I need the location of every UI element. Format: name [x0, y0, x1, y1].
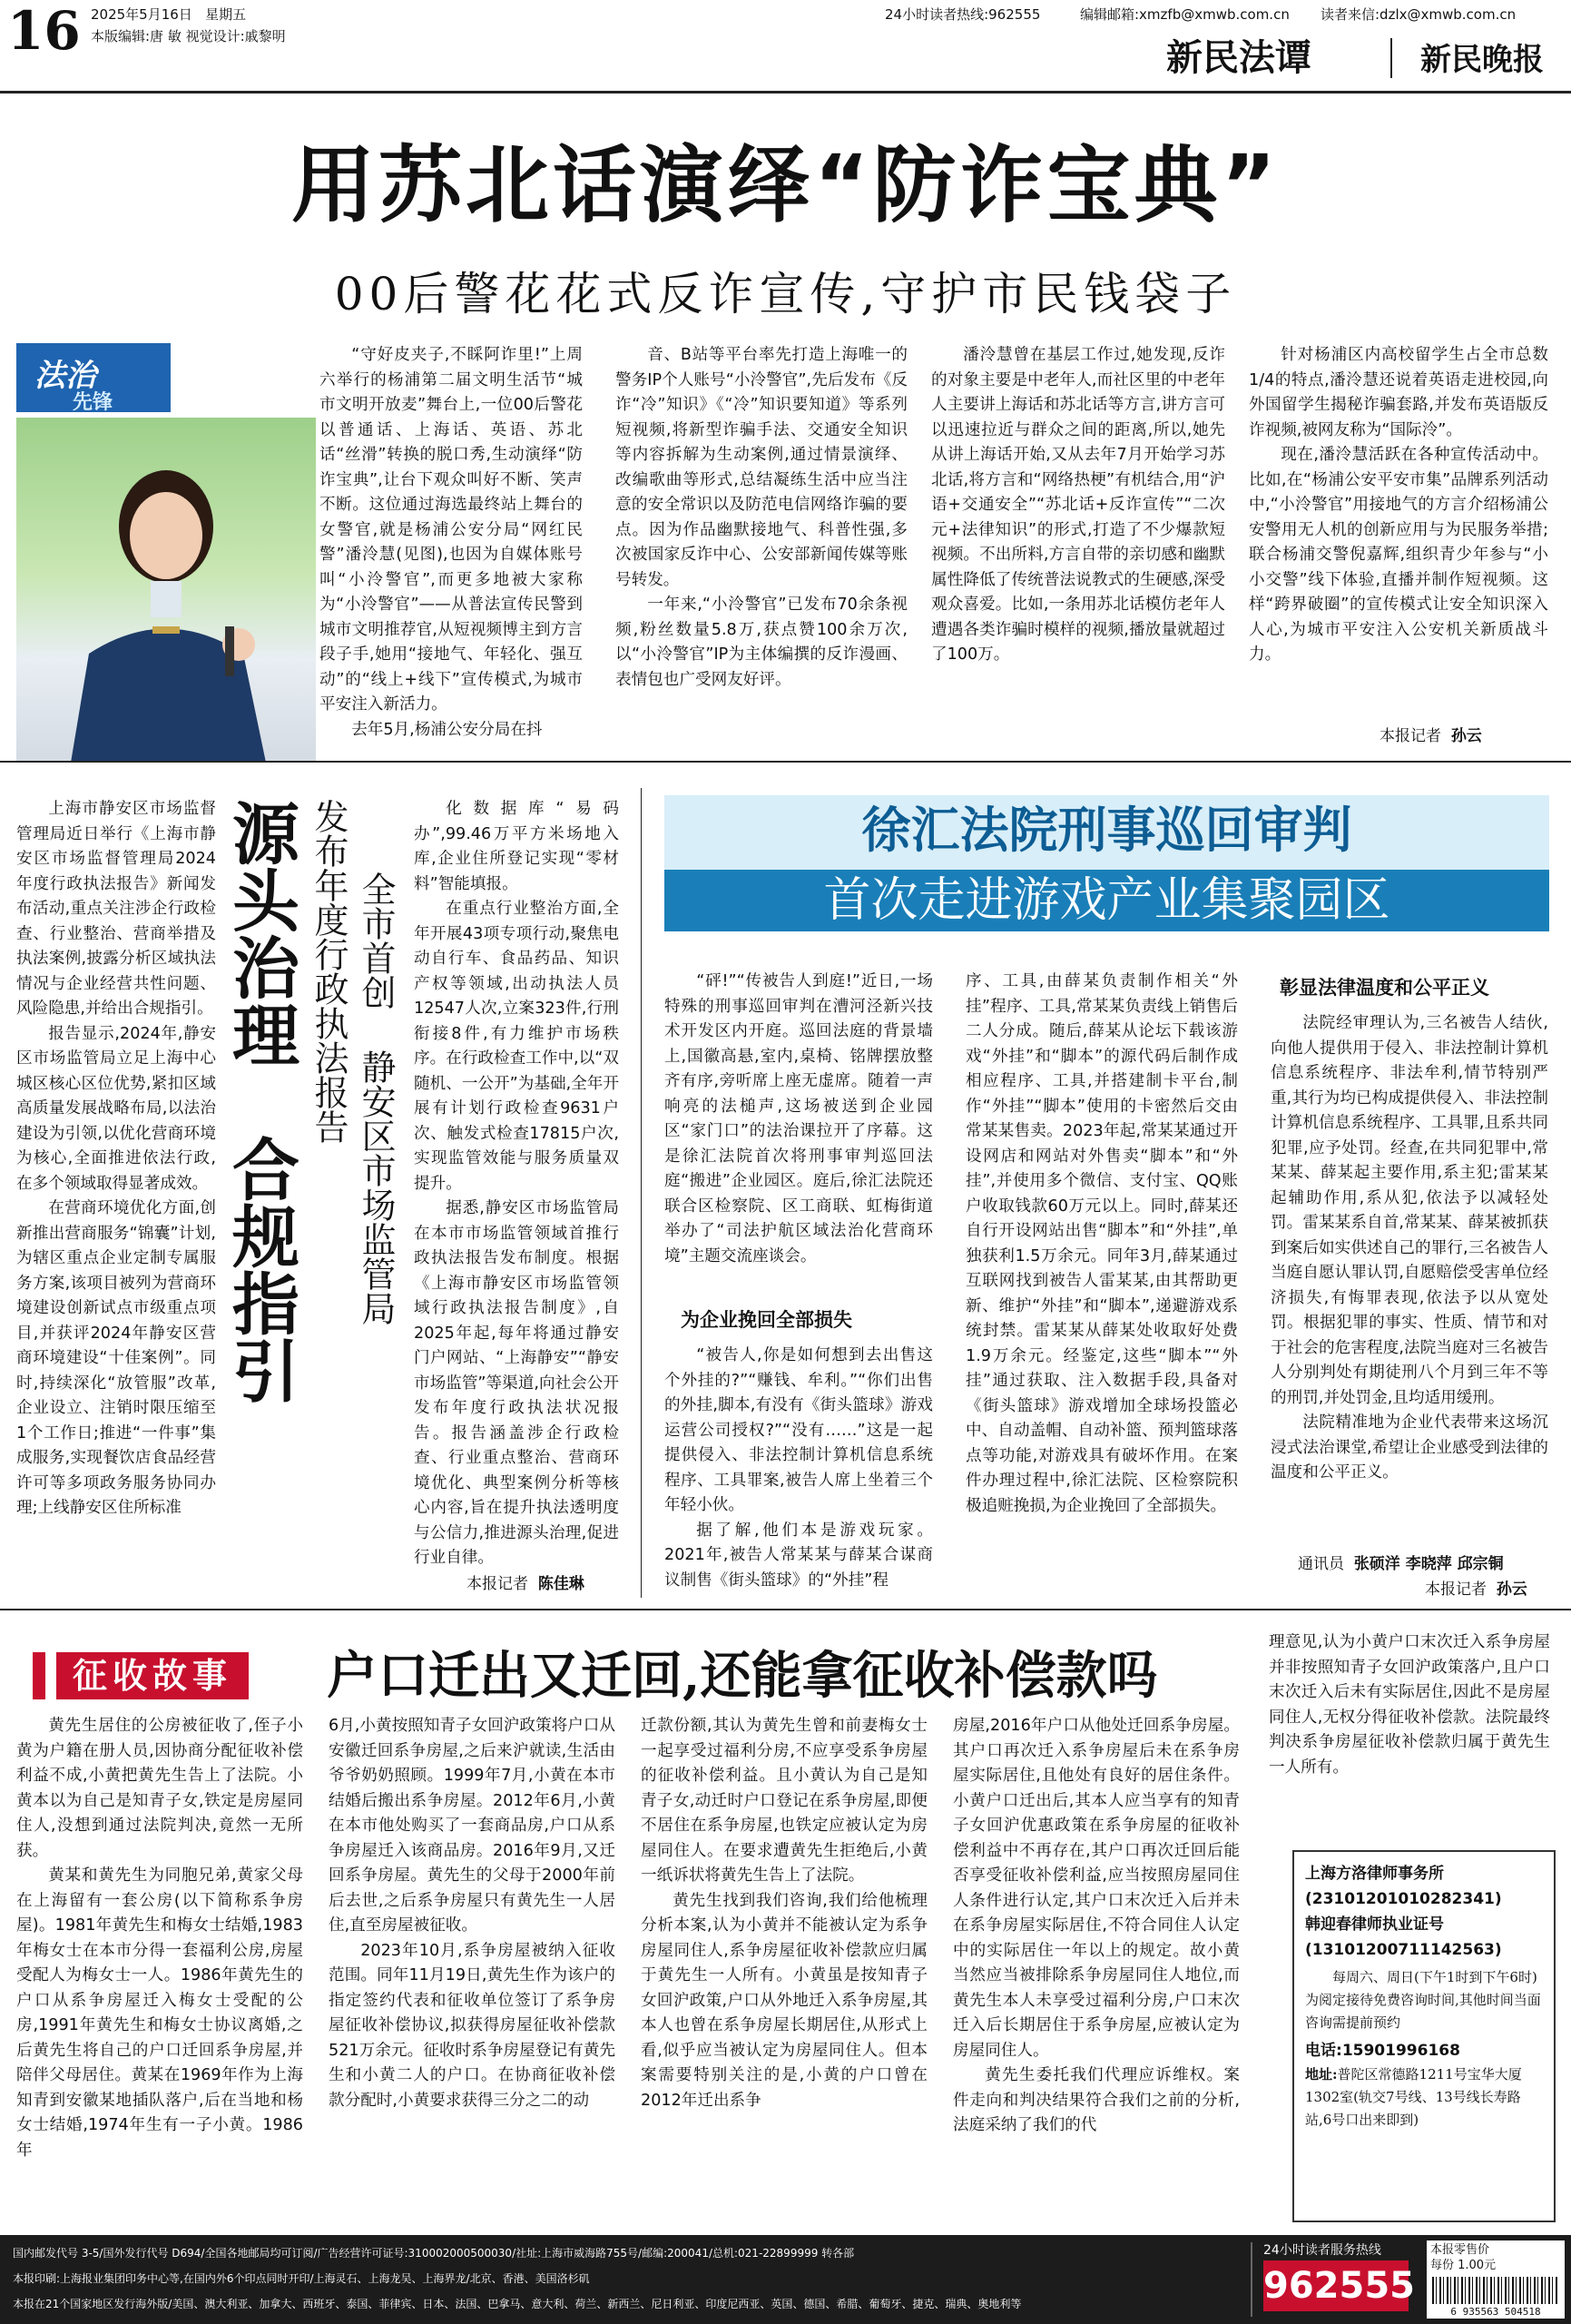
footer-hotline-label: 24小时读者服务热线 — [1263, 2243, 1381, 2258]
story3-byline-2: 本报记者 孙云 — [1425, 1581, 1527, 1599]
story3-headline-a: 徐汇法院刑事巡回审判 — [861, 801, 1352, 859]
paragraph: 现在,潘泠慧活跃在各种宣传活动中。比如,在“杨浦公安平安市集”品牌系列活动中,“小泠警官”用接地气的方言介绍杨浦公安警用无人机的创新应用与为民服务举措;联合杨浦交警倪嘉辉,组织青少年参与“小小交警”线下体验,直播并制作短视频。这样“跨界破圈”的宣传模式让安全知识深入人心,为城市平安注入公安机关新质战斗力。 — [1249, 446, 1548, 664]
story1-column-3 — [931, 343, 1225, 668]
paragraph: “守好皮夹子,不睬阿诈里!”上周六举行的杨浦第二届文明生活节“城市文明开放麦”舞台上,一位00后警花以普通话、上海话、英语、苏北话“丝滑”转换的脱口秀,生动演绎“防诈宝典”,让台下观众叫好不断、笑声不断。这位通过海选最终站上舞台的女警官,就是杨浦公安分局“网红民警”潘泠慧(见图),也因为自媒体账号叫“小泠警官”,而更多地被大家称为“小泠警官”——从普法宣传民警到城市文明推荐官,从短视频博主到方言段子手,她用“接地气、年轻化、强互动”的“线上+线下”宣传模式,为城市平安注入新活力。 — [319, 346, 583, 714]
story4-column-4 — [953, 1714, 1240, 2139]
paragraph: 在营商环境优化方面,创新推出营商服务“锦囊”计划,为辖区重点企业定制专属服务方案,该项目被列为营商环境建设创新试点市级重点项目,并获评2024年静安区营商环境建设“十佳案例”。同时,持续深化“放管服”改革,企业设立、注销时限压缩至1个工作日;推进“一件事”集成服务,实现餐饮店食品经营许可等多项政务服务协同办理;上线静安区住所标准 — [16, 1199, 216, 1517]
story4-column-5 — [1269, 1630, 1550, 1780]
paragraph: “被告人,你是如何想到去出售这个外挂的?”“赚钱、牟利。”“你们出售的外挂,脚本,有没有《街头篮球》游戏运营公司授权?”“没有……”这是一起提供侵入、非法控制计算机信息系统程序、工具罪案,被告人席上坐着三个年轻小伙。 — [664, 1346, 933, 1514]
story3-headline-b: 首次走进游戏产业集聚园区 — [664, 870, 1549, 931]
paragraph: 法院精准地为企业代表带来这场沉浸式法治课堂,希望让企业感受到法律的温度和公平正义。 — [1271, 1413, 1548, 1482]
ad-firm-code: (23101201010282341) — [1305, 1890, 1502, 1908]
paragraph: 音、B站等平台率先打造上海唯一的警务IP个人账号“小泠警官”,先后发布《反诈“冷”知识》《“冷”知识要知道》等系列短视频,将新型诈骗手法、交通安全知识等内容拆解为生动案例,通过情景演绎、改编歌曲等形式,总结凝练生活中应当注意的安全常识以及防范电信网络诈骗的要点。因为作品幽默接地气、科普性强,多次被国家反诈中心、公安部新闻传媒等账号转发。 — [615, 346, 908, 589]
ad-phone-label: 电话: — [1305, 2042, 1342, 2060]
paragraph: 6月,小黄按照知青子女回沪政策将户口从安徽迁回系争房屋,之后来沪就读,生活由爷爷奶奶照顾。1999年7月,小黄在本市结婚后搬出系争房屋。2012年6月,小黄在本市他处购买了一套商品房,户口从系争房屋迁入该商品房。2016年9月,又迁回系争房屋。黄先生的父母于2000年前后去世,之后系争房屋只有黄先生一人居住,直至房屋被征收。 — [329, 1717, 615, 1935]
paragraph: 针对杨浦区内高校留学生占全市总数1/4的特点,潘泠慧还说着英语走进校园,向外国留学生揭秘诈骗套路,并发布英语版反诈视频,被网友称为“国际泠”。 — [1249, 346, 1548, 439]
ad-firm: 上海方洛律师事务所 — [1305, 1865, 1444, 1883]
story2-column-1 — [16, 797, 216, 1521]
date: 2025年5月16日 — [91, 6, 192, 23]
officer-photo — [16, 418, 316, 763]
paragraph: 在重点行业整治方面,全年开展43项专项行动,聚焦电动自行车、食品药品、知识产权等领域,出动执法人员12547人次,立案323件,行刑衔接8件,有力维护市场秩序。在行政检查工作中,以“双随机、一公开”为基础,全年开展有计划行政检查9631户次、触发式检查17815户次,实现监管效能与服务质量双提升。 — [414, 900, 619, 1193]
barcode-number: 6 935563 504518 — [1450, 2306, 1541, 2318]
story2-column-2 — [414, 797, 619, 1571]
footer-line-2: 本报印刷:上海报业集团印务中心等,在国内外6个印点同时开印/上海灵石、上海龙吴、上海界龙/北京、香港、美国洛杉矶 — [13, 2272, 590, 2285]
paragraph: 去年5月,杨浦公安分局在抖 — [351, 720, 543, 739]
paragraph: 法院经审理认为,三名被告人结伙,向他人提供用于侵入、非法控制计算机信息系统程序、非法牟利,情节特别严重,其行为均已构成提供侵入、非法控制计算机信息系统程序、工具罪,且系共同犯罪,应予处罚。经查,在共同犯罪中,常某某、薛某起主要作用,系主犯;雷某某起辅助作用,系从犯,依法予以减轻处罚。雷某某系自首,常某某、薛某被抓获到案后如实供述自己的罪行,三名被告人当庭自愿认罪认罚,自愿赔偿受害单位经济损失,有悔罪表现,依法予以从宽处罚。根据犯罪的事实、性质、情节和对于社会的危害程度,法院当庭对三名被告人分别判处有期徒刑八个月到三年不等的刑罚,并处罚金,且均适用缓刑。 — [1271, 1014, 1548, 1407]
story1-subhead: 00后警花花式反诈宣传,守护市民钱袋子 — [334, 268, 1237, 320]
story1-byline: 本报记者 孙云 — [1380, 727, 1482, 745]
paragraph: 上海市静安区市场监督管理局近日举行《上海市静安区市场监督管理局2024年度行政执法报告》新闻发布活动,重点关注涉企行政检查、行业整治、营商举措及执法案例,披露分析区域执法情况与企业经营共性问题、风险隐患,并给出合规指引。 — [16, 800, 216, 1018]
column-logo-bottom: 先锋 — [73, 390, 113, 414]
ad-hours: 每周六、周日(下午1时到下午6时)为阅定接待免费咨询时间,其他时间当面咨询需提前预约 — [1305, 1969, 1541, 2031]
story3-byline-1: 通讯员 张硕洋 李晓萍 邱宗铜 — [1298, 1555, 1504, 1573]
officer-photo-icon — [16, 418, 316, 763]
reader-hotline: 24小时读者热线:962555 — [885, 6, 1041, 23]
story4-tag: 征收故事 — [56, 1652, 249, 1699]
ad-addr: 普陀区常德路1211号宝华大厦1302室(轨交7号线、13号线长寿路站,6号口出来即到) — [1305, 2066, 1522, 2128]
footer — [0, 2235, 1571, 2324]
footer-line-1: 国内邮发代号 3-5/国外发行代号 D694/全国各地邮局均可订阅/广告经营许可证号:310002000500030/社址:上海市威海路755号/邮编:200041/总机:021-22899999 转各部 — [13, 2247, 855, 2260]
story2-subhead-2: 全市首创 静安区市场监管局 — [356, 872, 396, 1325]
story1-headline: 用苏北话演绎“防诈宝典” — [291, 137, 1280, 234]
price: 每份 1.00元 — [1430, 2259, 1497, 2272]
footer-hotline: 962555 — [1263, 2260, 1409, 2311]
paragraph: 房屋,2016年户口从他处迁回系争房屋。其户口再次迁入系争房屋后未在系争房屋实际居住,且他处有良好的居住条件。小黄户口迁出后,其本人应当享有的知青子女回沪优惠政策在系争房屋的征收补偿利益中不再存在,其户口再次迁回后能否享受征收补偿利益,应当按照房屋同住人条件进行认定,其户口末次迁入后并未在系争房屋实际居住,不符合同住人认定中的实际居住一年以上的规定。故小黄当然应当被排除系争房屋同住人地位,而黄先生本人未享受过福利分房,户口末次迁入后长期居住于系争房屋,应被认定为房屋同住人。 — [953, 1717, 1240, 2060]
weekday: 星期五 — [205, 6, 247, 23]
story3-column-2 — [966, 970, 1238, 1519]
barcode-icon — [1432, 2277, 1559, 2304]
paragraph: 一年来,“小泠警官”已发布70余条视频,粉丝数量5.8万,获点赞100余万次,以“小泠警官”IP为主体编撰的反诈漫画、表情包也广受网友好评。 — [615, 596, 908, 689]
header-date-line — [91, 5, 246, 24]
ad-lawyer: 韩迎春律师执业证号 — [1305, 1915, 1444, 1934]
paragraph: 迁款份额,其认为黄先生曾和前妻梅女士一起享受过福利分房,不应享受系争房屋的征收补偿利益。且小黄认为自己是知青子女,动迁时户口登记在系争房屋,即便不居住在系争房屋,也铁定应被认定为房屋同住人。在要求遭黄先生拒绝后,小黄一纸诉状将黄先生告上了法院。 — [641, 1717, 928, 1885]
section-title: 新民法谭 — [1166, 36, 1311, 79]
story2-byline: 本报记者 陈佳琳 — [466, 1575, 584, 1593]
paragraph: 据了解,他们本是游戏玩家。2021年,被告人常某某与薛某合谋商议制售《街头篮球》的“外挂”程 — [664, 1521, 933, 1590]
story1-column-1 — [319, 343, 583, 743]
story2-subhead: 发布年度行政执法报告 — [309, 799, 349, 1144]
editors: 本版编辑:唐 敏 视觉设计:戚黎明 — [91, 28, 286, 44]
story4-headline: 户口迁出又迁回,还能拿征收补偿款吗 — [327, 1646, 1158, 1706]
story3-column-1 — [664, 970, 933, 1269]
footer-line-3: 本报在21个国家地区发行海外版/美国、澳大利亚、加拿大、西班牙、泰国、菲律宾、日本、法国、巴拿马、意大利、荷兰、新西兰、尼日利亚、印度尼西亚、英国、德国、希腊、葡萄牙、捷克、瑞典、奥地利等 — [13, 2298, 1022, 2310]
story1-column-4 — [1249, 343, 1548, 668]
editor-email: 编辑邮箱:xmzfb@xmwb.com.cn — [1080, 6, 1290, 23]
paragraph: 据悉,静安区市场监管局在本市市场监管领域首推行政执法报告发布制度。根据《上海市静安区市场监管领域行政执法报告制度》,自2025年起,每年将通过静安门户网站、“上海静安”“静安市场监管”等渠道,向社会公开发布年度行政执法状况报告。报告涵盖涉企行政检查、行业重点整治、营商环境优化、典型案例分析等核心内容,旨在提升执法透明度与公信力,推进源头治理,促进行业自律。 — [414, 1199, 619, 1567]
paragraph: 黄某和黄先生为同胞兄弟,黄家父母在上海留有一套公房(以下简称系争房屋)。1981年黄先生和梅女士结婚,1983年梅女士在本市分得一套福利公房,房屋受配人为梅女士一人。1986年黄先生的户口从系争房屋迁入梅女士受配的公房,1991年黄先生和梅女士协议离婚,之后黄先生将自己的户口迁回系争房屋,并陪伴父母居住。黄某在1969年作为上海知青到安徽某地插队落户,后在当地和杨女士结婚,1974年生有一子小黄。1986年 — [16, 1866, 303, 2160]
price-label: 本报零售价 — [1430, 2243, 1490, 2257]
story4-column-1 — [16, 1714, 303, 2163]
paragraph: 黄先生委托我们代理应诉维权。案件走向和判决结果符合我们之前的分析,法庭采纳了我们的代 — [953, 2066, 1240, 2134]
lawfirm-ad — [1292, 1850, 1556, 2222]
story4-column-2 — [329, 1714, 615, 2113]
story3-subhead-2: 彰显法律温度和公平正义 — [1280, 977, 1489, 999]
paragraph: 序、工具,由薛某负责制作相关“外挂”程序、工具,常某某负责线上销售后二人分成。随后,薛某从论坛下载该游戏“外挂”和“脚本”的源代码后制作成相应程序、工具,并搭建制卡平台,制作“外挂”“脚本”使用的卡密然后交由常某某售卖。2023年起,常某某通过开设网店和网站对外售卖“脚本”和“外挂”,并使用多个微信、支付宝、QQ账户收取钱款60万元以上。同时,薛某还自行开设网站出售“脚本”和“外挂”,单独获利1.5万余元。同年3月,薛某通过互联网找到被告人雷某某,由其帮助更新、维护“外挂”和“脚本”,递避游戏系统封禁。雷某某从薛某处收取好处费1.9万余元。经鉴定,这些“脚本”“外挂”通过获取、注入数据手段,具备对《街头篮球》游戏增加全球场投篮必中、自动盖帽、自动补篮、预判篮球落点等功能,对游戏具有破坏作用。在案件办理过程中,徐汇法院、区检察院积极追赃挽损,为企业挽回了全部损失。 — [966, 972, 1238, 1515]
paragraph: 2023年10月,系争房屋被纳入征收范围。同年11月19日,黄先生作为该户的指定签约代表和征收单位签订了系争房屋征收补偿协议,拟获得房屋征收补偿款521万余元。征收时系争房屋登记有黄先生和小黄二人的户口。在协商征收补偿款分配时,小黄要求获得三分之二的动 — [329, 1941, 615, 2110]
paragraph: 理意见,认为小黄户口末次迁入系争房屋并非按照知青子女回沪政策落户,且户口末次迁入后未有实际居住,因此不是房屋同住人,无权分得征收补偿款。法院最终判决系争房屋征收补偿款归属于黄先生一人所有。 — [1269, 1633, 1550, 1777]
footer-price-box — [1427, 2240, 1565, 2319]
ad-phone: 15901996168 — [1341, 2042, 1460, 2060]
story1-column-2 — [615, 343, 908, 693]
paragraph: 黄先生找到我们咨询,我们给他梳理分析本案,认为小黄并不能被认定为系争房屋同住人,系争房屋征收补偿款应归属于黄先生一人所有。小黄虽是按知青子女回沪政策,户口从外地迁入系争房屋,其本人也曾在系争房屋长期居住,从形式上看,似乎应当被认定为房屋同住人。但本案需要特别关注的是,小黄的户口曾在2012年迁出系争 — [641, 1891, 928, 2110]
story3-subhead-1: 为企业挽回全部损失 — [681, 1309, 852, 1331]
ad-lawyer-code: (13101200711142563) — [1305, 1941, 1502, 1959]
ad-addr-label: 地址: — [1305, 2066, 1338, 2083]
story4-column-3 — [641, 1714, 928, 2113]
paragraph: 黄先生居住的公房被征收了,侄子小黄为户籍在册人员,因协商分配征收补偿利益不成,小黄把黄先生告上了法院。小黄本以为自己是知青子女,铁定是房屋同住人,没想到通过法院判决,竟然一无所获。 — [16, 1717, 303, 1860]
paper-logo: 新民晚报 — [1420, 42, 1544, 78]
tag-accent — [33, 1652, 45, 1699]
reader-email: 读者来信:dzlx@xmwb.com.cn — [1321, 6, 1517, 23]
paragraph: 潘泠慧曾在基层工作过,她发现,反诈的对象主要是中老年人,而社区里的中老年人主要讲上海话和苏北话等方言,讲方言可以迅速拉近与群众之间的距离,所以,她先从讲上海话开始,又从去年7月开始学习苏北话,将方言和“网络热梗”有机结合,用“沪语+交通安全”“苏北话+反诈宣传”“二次元+法律知识”的形式,打造了不少爆款短视频。不出所料,方言自带的亲切感和幽默属性降低了传统普法说教式的生硬感,深受观众喜爱。比如,一条用苏北话模仿老年人遭遇各类诈骗时模样的视频,播放量就超过了100万。 — [931, 346, 1225, 664]
paragraph: 化数据库“易码办”,99.46万平方米场地入库,企业住所登记实现“零材料”智能填报。 — [414, 800, 619, 893]
paragraph: 报告显示,2024年,静安区市场监管局立足上海中心城区核心区位优势,紧扣区域高质量发展战略布局,以法治建设为引领,以优化营商环境为核心,全面推进依法行政,在多个领域取得显著成效。 — [16, 1024, 216, 1193]
story3-column-3 — [1271, 1011, 1548, 1486]
story2-headline: 源头治理 合规指引 — [221, 799, 299, 1403]
column-logo-top: 法治 — [34, 358, 96, 394]
story3-column-1b — [664, 1344, 933, 1593]
paragraph: “砰!”“传被告人到庭!”近日,一场特殊的刑事巡回审判在漕河泾新兴技术开发区内开庭。巡回法庭的背景墙上,国徽高悬,室内,桌椅、铭牌摆放整齐有序,旁听席上座无虚席。随着一声响亮的法槌声,这场被送到企业园区“家门口”的法治课拉开了序幕。这是徐汇法院首次将刑事审判巡回法庭“搬进”企业园区。庭后,徐汇法院还联合区检察院、区工商联、虹梅街道举办了“司法护航区域法治化营商环境”主题交流座谈会。 — [664, 972, 933, 1265]
page-number: 16 — [7, 0, 81, 62]
